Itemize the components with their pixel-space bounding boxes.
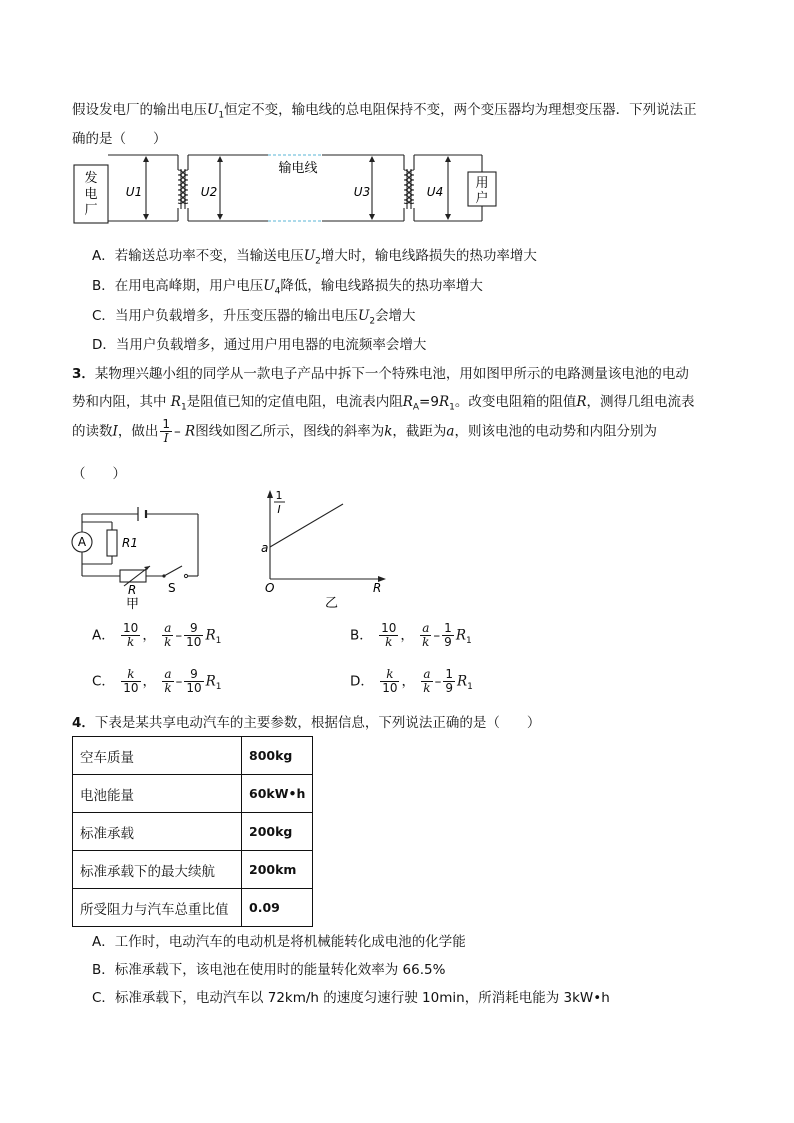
- step-up-primary-coil: [178, 170, 183, 203]
- q4-option-c[interactable]: C．标准承载下，电动汽车以 72km/h 的速度匀速行驶 10min，所消耗电能为 3kW•h: [92, 990, 610, 1006]
- transmission-diagram: [70, 150, 500, 232]
- table-row: 标准承载 200kg: [73, 813, 313, 851]
- rheostat-label: R: [128, 583, 137, 597]
- q4-option-b[interactable]: B．标准承载下，该电池在使用时的能量转化效率为 66.5%: [92, 962, 446, 978]
- table-row: 所受阻力与汽车总重比值 0.09: [73, 889, 313, 927]
- y-label-den: I: [277, 503, 281, 516]
- u2-label: U2: [200, 185, 218, 199]
- q2-option-c[interactable]: C．当用户负载增多，升压变压器的输出电压$U_2$会增大: [92, 308, 416, 327]
- step-down-primary-coil: [404, 170, 409, 203]
- q2-stem-line2: 确的是（ ）: [72, 131, 167, 147]
- q3-line2: 势和内阻，其中 $R_1$是阻值已知的定值电阻，电流表内阻$R_A=9R_1$。改变电阻箱的阻值R，测得几组电流表: [72, 394, 695, 413]
- q3-line1: 3．某物理兴趣小组的同学从一款电子产品中拆下一个特殊电池，用如图甲所示的电路测量该电池的电动: [72, 366, 689, 382]
- graph-1-over-i-vs-r: [255, 485, 395, 613]
- table-row: 空车质量 800kg: [73, 737, 313, 775]
- plant-label-2: 电: [84, 187, 98, 202]
- table-row: 电池能量 60kW•h: [73, 775, 313, 813]
- u1-label: U1: [125, 185, 143, 199]
- q2-option-d[interactable]: D．当用户负载增多，通过用户用电器的电流频率会增大: [92, 337, 427, 353]
- x-label: R: [373, 581, 382, 595]
- step-up-secondary-coil: [184, 170, 189, 203]
- plant-label-3: 厂: [84, 203, 98, 218]
- q2-option-b[interactable]: B．在用电高峰期，用户电压$U_4$降低，输电线路损失的热功率增大: [92, 278, 483, 297]
- q3-paren: （ ）: [72, 466, 126, 482]
- ammeter-label: A: [77, 535, 87, 549]
- table-row: 标准承载下的最大续航 200km: [73, 851, 313, 889]
- fit-line: [270, 504, 343, 547]
- switch-label: S: [168, 581, 176, 595]
- graph-caption: 乙: [325, 596, 339, 611]
- plant-label-1: 发: [84, 171, 98, 186]
- circuit-diagram: [70, 500, 210, 612]
- circuit-caption: 甲: [126, 597, 140, 612]
- origin-label: O: [265, 581, 275, 595]
- q3-option-a[interactable]: A． $\frac{10}{k}$ ， $\frac{a}{k}$ – $\frac{9}{10}$ $R_1$: [92, 621, 222, 649]
- step-down-secondary-coil: [410, 170, 415, 203]
- spec-table: [72, 736, 313, 927]
- user-label-1: 用: [475, 176, 489, 191]
- switch-blade: [164, 566, 182, 576]
- q3-option-b[interactable]: B． $\frac{10}{k}$ ， $\frac{a}{k}$ – $\frac{1}{9}$ $R_1$: [350, 621, 472, 649]
- intercept-label: a: [261, 541, 269, 555]
- q2-option-a[interactable]: A．若输送总功率不变，当输送电压$U_2$增大时，输电线路损失的热功率增大: [92, 248, 537, 267]
- q3-line3: 的读数I，做出 $\frac{1}{I}$ – R图线如图乙所示，图线的斜率为k，截距为a，则该电池的电动势和内阻分别为: [72, 417, 657, 445]
- r1-resistor: [107, 530, 117, 556]
- q3-option-d[interactable]: D． $\frac{k}{10}$ ， $\frac{a}{k}$ – $\frac{1}{9}$ $R_1$: [350, 667, 473, 695]
- r1-label: R1: [122, 536, 138, 550]
- y-label-num: 1: [275, 489, 283, 502]
- line-label: 输电线: [278, 161, 318, 176]
- q2-stem-line1: 假设发电厂的输出电压$U_1$恒定不变，输电线的总电阻保持不变，两个变压器均为理想变压器．下列说法正: [72, 102, 697, 121]
- user-label-2: 户: [475, 191, 489, 206]
- q3-option-c[interactable]: C． $\frac{k}{10}$ ， $\frac{a}{k}$ – $\frac{9}{10}$ $R_1$: [92, 667, 222, 695]
- q4-option-a[interactable]: A．工作时，电动汽车的电动机是将机械能转化成电池的化学能: [92, 934, 466, 950]
- q4-stem: 4．下表是某共享电动汽车的主要参数，根据信息，下列说法正确的是（ ）: [72, 715, 541, 731]
- u4-label: U4: [426, 185, 444, 199]
- u3-label: U3: [353, 185, 371, 199]
